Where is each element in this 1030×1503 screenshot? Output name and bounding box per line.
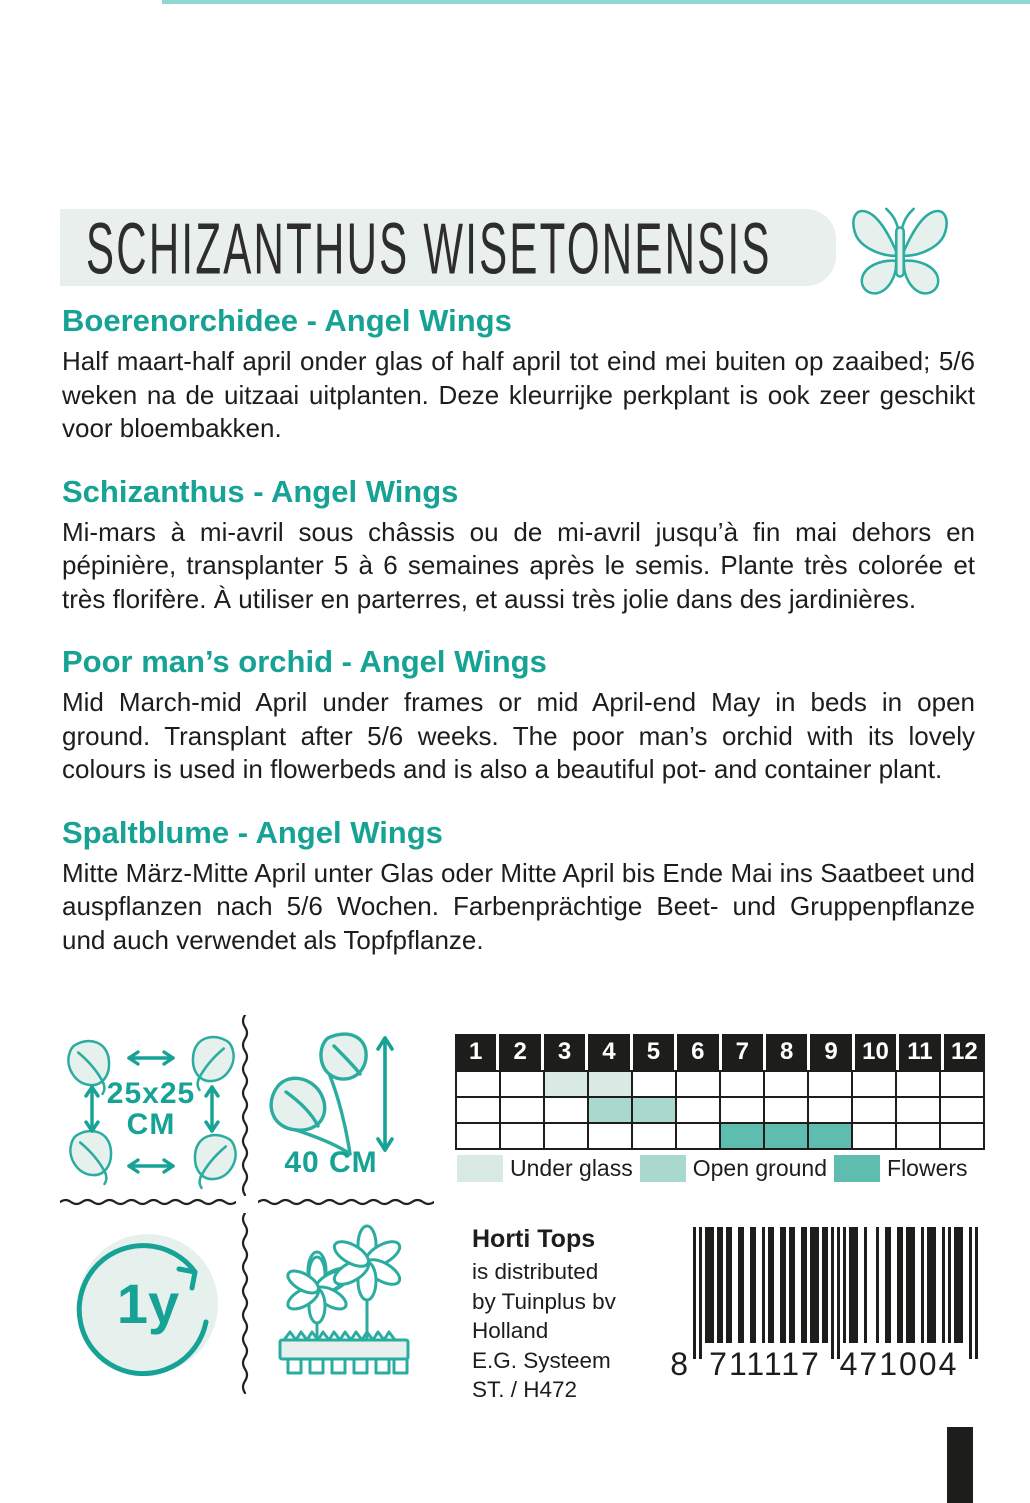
legend-swatch-flowers [834,1155,880,1182]
calendar-cell-open_ground-4 [589,1098,631,1122]
calendar-cell-open_ground-12 [941,1098,983,1122]
barcode-digits-group2: 471004 [839,1346,959,1382]
section-body-de: Mitte März-Mitte April unter Glas oder Mitte April bis Ende Mai ins Saatbeet und auspflanzen nach 5/6 Wochen. Farbenprächtige Beet- und Gruppenpflanze und auch verwendet als Topfpflanze. [62,857,975,955]
legend-item-open-ground [640,1155,827,1182]
calendar-cell-open_ground-3 [545,1098,587,1122]
plant-height-icon [262,1030,384,1156]
calendar-month-10: 10 [855,1034,896,1070]
section-dutch [62,302,975,446]
vertical-arrow-icon [202,1080,222,1138]
calendar-header-row [455,1034,985,1070]
calendar-cell-open_ground-7 [721,1098,763,1122]
legend-label: Under glass [510,1155,633,1181]
title-banner [60,206,836,289]
calendar-cell-flowers-9 [809,1124,851,1148]
calendar-cell-flowers-2 [501,1124,543,1148]
distributor-line: is distributed [472,1259,599,1284]
calendar-cell-flowers-4 [589,1124,631,1148]
annual-lifecycle-icon [73,1226,223,1376]
calendar-cell-under_glass-1 [457,1072,499,1096]
vertical-arrow-icon [82,1080,102,1138]
legend-item-flowers [834,1155,968,1182]
horizontal-arrow-icon [122,1048,180,1068]
legend-swatch-open-ground [640,1155,686,1182]
section-french [62,473,975,617]
calendar-month-8: 8 [766,1034,807,1070]
sowing-calendar [455,1034,985,1150]
calendar-cell-under_glass-12 [941,1072,983,1096]
calendar-cell-open_ground-5 [633,1098,675,1122]
calendar-cell-under_glass-7 [721,1072,763,1096]
lifecycle-label: 1y [116,1271,180,1335]
calendar-cell-flowers-6 [677,1124,719,1148]
legend-label: Flowers [887,1155,968,1181]
calendar-cell-flowers-3 [545,1124,587,1148]
calendar-cell-open_ground-6 [677,1098,719,1122]
calendar-cell-open_ground-11 [897,1098,939,1122]
calendar-cell-under_glass-6 [677,1072,719,1096]
barcode-bars [693,1227,978,1359]
distributor-line: by Tuinplus bv [472,1288,616,1314]
calendar-cell-open_ground-9 [809,1098,851,1122]
calendar-cell-flowers-10 [853,1124,895,1148]
distributor-name: Horti Tops [472,1225,596,1253]
height-label: 40 CM [284,1146,378,1179]
calendar-month-6: 6 [677,1034,718,1070]
calendar-cell-under_glass-8 [765,1072,807,1096]
section-english [62,643,975,787]
calendar-month-4: 4 [588,1034,629,1070]
calendar-cell-open_ground-1 [457,1098,499,1122]
page-title: SCHIZANTHUS WISETONENSIS [86,206,772,289]
calendar-cell-flowers-7 [721,1124,763,1148]
section-heading-de: Spaltblume - Angel Wings [62,814,443,850]
section-heading-nl: Boerenorchidee - Angel Wings [62,303,512,338]
flower-bed-icon [272,1224,417,1376]
legend-item-under-glass [457,1155,633,1182]
calendar-month-9: 9 [810,1034,851,1070]
calendar-cell-under_glass-11 [897,1072,939,1096]
section-body-en: Mid March-mid April under frames or mid April-end May in beds in open ground. Transplant after 5/6 weeks. The poor man’s orchid with its lovely colours is used in flowerbeds and is also a beautiful pot- and container plant. [62,687,975,784]
calendar-grid [455,1070,985,1150]
section-heading-fr: Schizanthus - Angel Wings [62,473,459,509]
description-sections [62,302,975,984]
calendar-cell-open_ground-2 [501,1098,543,1122]
calendar-cell-under_glass-4 [589,1072,631,1096]
calendar-month-11: 11 [899,1034,940,1070]
distributor-info [472,1225,616,1405]
distributor-line: Holland [472,1318,549,1343]
wavy-divider-vertical [240,1015,252,1196]
legend-swatch-under-glass [457,1155,503,1182]
calendar-cell-under_glass-9 [809,1072,851,1096]
spacing-label: 25x25 CM [106,1077,196,1141]
distributor-line: ST. / H472 [472,1377,578,1402]
calendar-cell-under_glass-3 [545,1072,587,1096]
section-body-fr: Mi-mars à mi-avril sous châssis ou de mi-avril jusqu’à fin mai dehors en pépinière, transplanter 5 à 6 semaines après le semis. Plante très colorée et très florifère. À utiliser en parterres, et aussi très jolie dans des jardinières. [62,516,975,614]
calendar-cell-under_glass-10 [853,1072,895,1096]
calendar-month-3: 3 [544,1034,585,1070]
calendar-cell-flowers-12 [941,1124,983,1148]
calendar-cell-flowers-1 [457,1124,499,1148]
calendar-month-1: 1 [455,1034,496,1070]
calendar-legend [457,1155,975,1182]
calendar-cell-flowers-8 [765,1124,807,1148]
barcode [660,1227,975,1387]
print-registration-mark [947,1427,973,1503]
wavy-divider-horizontal [60,1197,236,1209]
top-accent-line [162,0,1030,4]
legend-label: Open ground [692,1155,828,1181]
leaf-icon [188,1130,242,1190]
butterfly-icon [851,199,949,303]
plant-spacing-icon [58,1024,244,1194]
distributor-line: E.G. Systeem [472,1347,611,1373]
section-german [62,814,975,958]
calendar-cell-flowers-11 [897,1124,939,1148]
horizontal-arrow-icon [122,1156,180,1176]
calendar-cell-under_glass-5 [633,1072,675,1096]
barcode-digit-left: 8 [670,1346,688,1382]
height-arrow-icon [374,1030,396,1158]
wavy-divider-vertical [240,1213,252,1394]
calendar-cell-open_ground-10 [853,1098,895,1122]
section-heading-en: Poor man’s orchid - Angel Wings [62,644,547,679]
wavy-divider-horizontal [258,1197,434,1209]
calendar-cell-under_glass-2 [501,1072,543,1096]
calendar-month-12: 12 [944,1034,985,1070]
calendar-cell-open_ground-8 [765,1098,807,1122]
calendar-month-7: 7 [722,1034,763,1070]
calendar-month-2: 2 [499,1034,540,1070]
section-body-nl: Half maart-half april onder glas of half april tot eind mei buiten op zaaibed; 5/6 weken na de uitzaai uitplanten. Deze kleurrijke perkplant is ook zeer geschikt voor bloembakken. [62,346,975,443]
calendar-month-5: 5 [633,1034,674,1070]
calendar-cell-flowers-5 [633,1124,675,1148]
barcode-digits-group1: 711117 [709,1346,821,1382]
